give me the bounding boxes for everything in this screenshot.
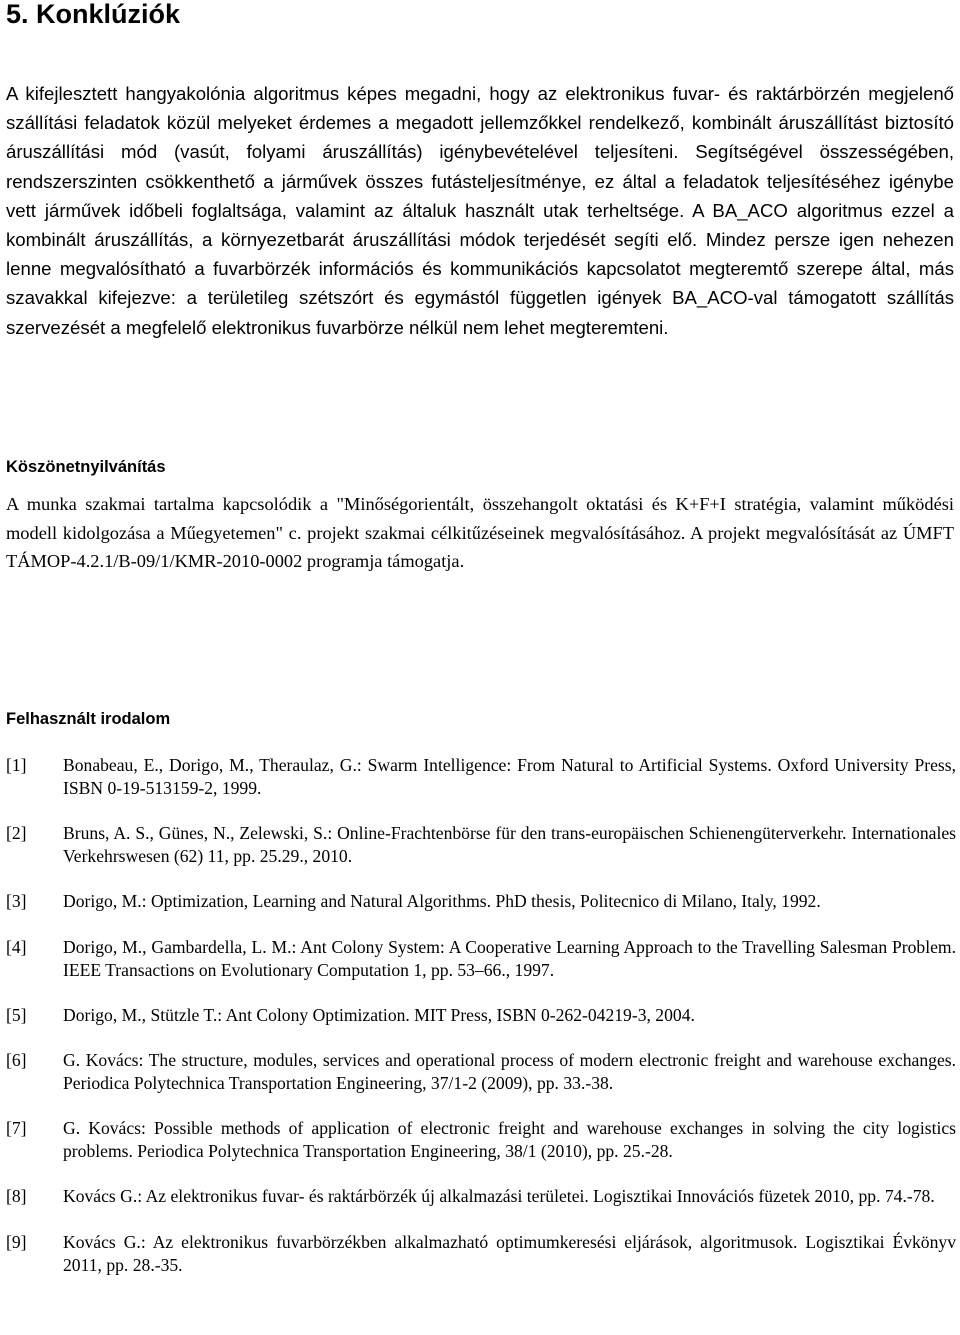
reference-text: Bruns, A. S., Günes, N., Zelewski, S.: Online-Frachtenbörse für den trans-europäischen Schienengüterverkehr. Internationales Verkehrswesen (62) 11, pp. 25.29., 2010. [63, 823, 956, 867]
reference-item [6, 1049, 956, 1095]
reference-item [6, 822, 956, 868]
reference-text: Dorigo, M., Gambardella, L. M.: Ant Colony System: A Cooperative Learning Approach to the Travelling Salesman Problem. IEEE Transactions on Evolutionary Computation 1, pp. 53–66., 1997. [63, 936, 956, 980]
reference-text: G. Kovács: The structure, modules, services and operational process of modern electronic freight and warehouse exchanges. Periodica Polytechnica Transportation Engineering, 37/1-2 (2009), pp. 33.-38. [63, 1049, 956, 1093]
acknowledgement-paragraph: A munka szakmai tartalma kapcsolódik a "Minőségorientált, összehangolt oktatási és K+F+I stratégia, valamint működési modell kidolgozása a Műegyetemen" c. projekt szakmai célkitűzéseinek megvalósításához. A projekt megvalósítását az ÚMFT TÁMOP-4.2.1/B-09/1/KMR-2010-0002 programja támogatja. [6, 494, 954, 571]
reference-number: [6] [6, 1049, 27, 1070]
reference-item [6, 754, 956, 800]
reference-number: [4] [6, 936, 27, 957]
reference-list [6, 754, 956, 1299]
acknowledgement-heading: Köszönetnyilvánítás [6, 458, 166, 476]
reference-number: [2] [6, 823, 27, 844]
references-heading: Felhasznált irodalom [6, 710, 171, 728]
reference-text: Dorigo, M., Stützle T.: Ant Colony Optimization. MIT Press, ISBN 0-262-04219-3, 2004. [63, 1004, 695, 1025]
reference-number: [9] [6, 1231, 27, 1252]
reference-number: [3] [6, 891, 27, 912]
reference-text: Dorigo, M.: Optimization, Learning and Natural Algorithms. PhD thesis, Politecnico di Milano, Italy, 1992. [63, 891, 821, 912]
reference-number: [1] [6, 755, 27, 775]
reference-item [6, 1185, 956, 1208]
reference-text: Kovács G.: Az elektronikus fuvar- és raktárbörzék új alkalmazási területei. Logisztikai Innovációs füzetek 2010, pp. 74.-78. [63, 1186, 935, 1207]
reference-number: [7] [6, 1118, 27, 1139]
reference-item [6, 890, 956, 913]
reference-text: Bonabeau, E., Dorigo, M., Theraulaz, G.: Swarm Intelligence: From Natural to Artificial Systems. Oxford University Press, ISBN 0-19-513159-2, 1999. [63, 755, 956, 798]
reference-number: [5] [6, 1004, 27, 1025]
reference-item [6, 1117, 956, 1163]
conclusion-paragraph: A kifejlesztett hangyakolónia algoritmus képes megadni, hogy az elektronikus fuvar- és raktárbörzén megjelenő szállítási feladatok közül melyeket érdemes a megadott jellemzőkkel rendelkező, kombinált áruszállítást biztosító áruszállítási mód (vasút, folyami áruszállítás) igénybevételével teljesíteni. Segítségével összességében, rendszerszinten csökkenthető a járművek összes futásteljesítménye, ez által a feladatok teljesítéséhez igénybe vett járművek időbeli foglaltsága, valamint az általuk használt utak terheltsége. A BA_ACO algoritmus ezzel a kombinált áruszállítás, a környezetbarát áruszállítási módok terjedését segíti elő. Mindez persze igen nehezen lenne megvalósítható a fuvarbörzék információs és kommunikációs kapcsolatot megteremtő szerepe által, más szavakkal kifejezve: a területileg szétszórt és egymástól független igények BA_ACO-val támogatott szállítás szervezését a megfelelő elektronikus fuvarbörze nélkül nem lehet megteremteni. [6, 83, 954, 338]
reference-item [6, 936, 956, 982]
reference-text: G. Kovács: Possible methods of application of electronic freight and warehouse exchanges in solving the city logistics problems. Periodica Polytechnica Transportation Engineering, 38/1 (2010), pp. 25.-28. [63, 1118, 956, 1162]
section-title: 5. Konklúziók [6, 0, 181, 29]
reference-number: [8] [6, 1186, 27, 1207]
reference-text: Kovács G.: Az elektronikus fuvarbörzékben alkalmazható optimumkeresési eljárások, algoritmusok. Logisztikai Évkönyv 2011, pp. 28.-35. [63, 1231, 956, 1275]
reference-item [6, 1004, 956, 1027]
reference-item [6, 1231, 956, 1277]
